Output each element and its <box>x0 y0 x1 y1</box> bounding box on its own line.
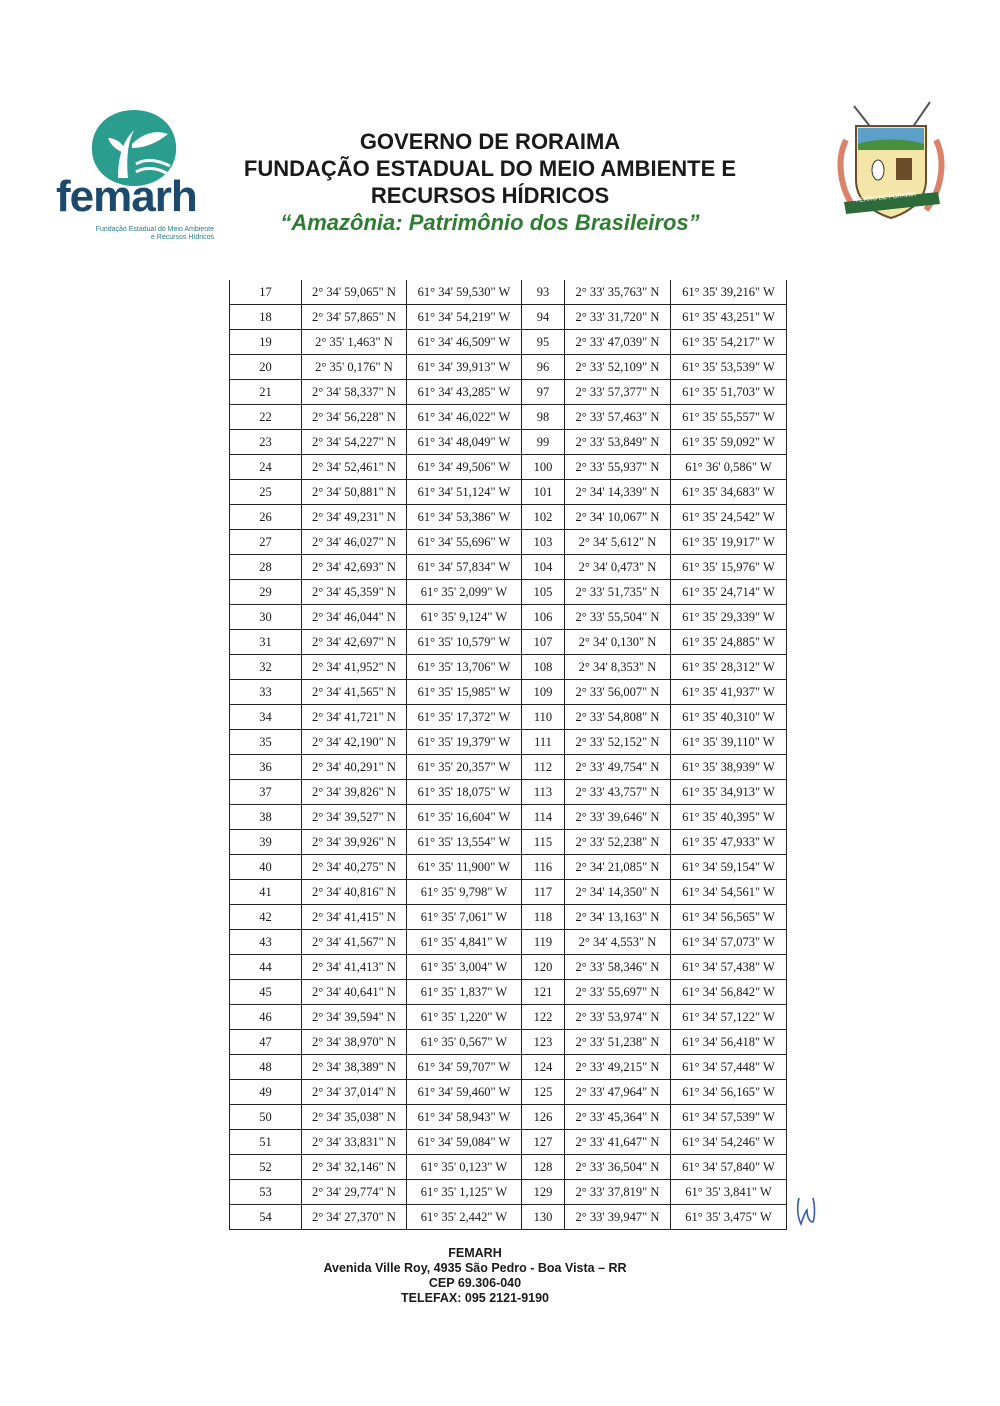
table-row <box>230 780 787 805</box>
footer-address: Avenida Ville Roy, 4935 São Pedro - Boa Vista – RR <box>323 1261 627 1275</box>
cell-latitude: 2° 34' 14,350" N <box>565 880 671 905</box>
cell-longitude: 61° 35' 39,110" W <box>671 730 787 755</box>
cell-latitude: 2° 34' 41,952" N <box>302 655 407 680</box>
cell-latitude: 2° 34' 27,370" N <box>302 1205 407 1230</box>
cell-latitude: 2° 34' 41,567" N <box>302 930 407 955</box>
cell-point-id: 95 <box>522 330 565 355</box>
cell-point-id: 44 <box>230 955 302 980</box>
cell-latitude: 2° 33' 52,238" N <box>565 830 671 855</box>
cell-longitude: 61° 35' 20,357" W <box>407 755 522 780</box>
cell-point-id: 29 <box>230 580 302 605</box>
table-row <box>230 455 787 480</box>
cell-longitude: 61° 35' 59,092" W <box>671 430 787 455</box>
cell-latitude: 2° 34' 41,721" N <box>302 705 407 730</box>
crest-icon <box>826 100 956 230</box>
cell-latitude: 2° 34' 41,415" N <box>302 905 407 930</box>
cell-latitude: 2° 34' 35,038" N <box>302 1105 407 1130</box>
cell-point-id: 103 <box>522 530 565 555</box>
cell-latitude: 2° 34' 50,881" N <box>302 480 407 505</box>
table-row <box>230 905 787 930</box>
cell-latitude: 2° 35' 0,176" N <box>302 355 407 380</box>
femarh-logo <box>52 108 232 248</box>
cell-point-id: 111 <box>522 730 565 755</box>
cell-latitude: 2° 34' 33,831" N <box>302 1130 407 1155</box>
cell-point-id: 127 <box>522 1130 565 1155</box>
cell-longitude: 61° 35' 53,539" W <box>671 355 787 380</box>
table-row <box>230 580 787 605</box>
cell-longitude: 61° 35' 34,683" W <box>671 480 787 505</box>
cell-point-id: 26 <box>230 505 302 530</box>
cell-longitude: 61° 35' 3,004" W <box>407 955 522 980</box>
cell-latitude: 2° 33' 49,215" N <box>565 1055 671 1080</box>
cell-point-id: 28 <box>230 555 302 580</box>
cell-longitude: 61° 34' 55,696" W <box>407 530 522 555</box>
cell-longitude: 61° 34' 54,561" W <box>671 880 787 905</box>
cell-longitude: 61° 34' 43,285" W <box>407 380 522 405</box>
cell-point-id: 129 <box>522 1180 565 1205</box>
cell-point-id: 128 <box>522 1155 565 1180</box>
cell-point-id: 47 <box>230 1030 302 1055</box>
cell-longitude: 61° 35' 15,985" W <box>407 680 522 705</box>
cell-latitude: 2° 34' 40,291" N <box>302 755 407 780</box>
cell-point-id: 31 <box>230 630 302 655</box>
cell-longitude: 61° 35' 55,557" W <box>671 405 787 430</box>
cell-point-id: 36 <box>230 755 302 780</box>
cell-longitude: 61° 34' 57,448" W <box>671 1055 787 1080</box>
cell-latitude: 2° 34' 0,130" N <box>565 630 671 655</box>
cell-point-id: 93 <box>522 280 565 305</box>
table-row <box>230 530 787 555</box>
cell-point-id: 107 <box>522 630 565 655</box>
cell-point-id: 27 <box>230 530 302 555</box>
cell-latitude: 2° 34' 0,473" N <box>565 555 671 580</box>
table-row <box>230 430 787 455</box>
cell-latitude: 2° 33' 41,647" N <box>565 1130 671 1155</box>
cell-latitude: 2° 33' 53,974" N <box>565 1005 671 1030</box>
cell-longitude: 61° 35' 54,217" W <box>671 330 787 355</box>
cell-longitude: 61° 35' 9,124" W <box>407 605 522 630</box>
table-row <box>230 1080 787 1105</box>
cell-longitude: 61° 35' 41,937" W <box>671 680 787 705</box>
cell-latitude: 2° 34' 56,228" N <box>302 405 407 430</box>
cell-latitude: 2° 34' 40,641" N <box>302 980 407 1005</box>
cell-latitude: 2° 33' 57,377" N <box>565 380 671 405</box>
cell-longitude: 61° 36' 0,586" W <box>671 455 787 480</box>
cell-longitude: 61° 35' 34,913" W <box>671 780 787 805</box>
cell-point-id: 40 <box>230 855 302 880</box>
cell-longitude: 61° 35' 11,900" W <box>407 855 522 880</box>
table-row <box>230 655 787 680</box>
cell-longitude: 61° 35' 40,310" W <box>671 705 787 730</box>
logo-subtitle-line: Fundação Estadual do Meio Ambiente <box>95 226 214 233</box>
cell-point-id: 32 <box>230 655 302 680</box>
cell-latitude: 2° 33' 49,754" N <box>565 755 671 780</box>
cell-longitude: 61° 35' 24,542" W <box>671 505 787 530</box>
cell-point-id: 123 <box>522 1030 565 1055</box>
cell-point-id: 106 <box>522 605 565 630</box>
cell-point-id: 18 <box>230 305 302 330</box>
cell-longitude: 61° 34' 59,707" W <box>407 1055 522 1080</box>
table-row <box>230 555 787 580</box>
cell-point-id: 25 <box>230 480 302 505</box>
cell-longitude: 61° 34' 57,539" W <box>671 1105 787 1130</box>
cell-point-id: 23 <box>230 430 302 455</box>
cell-longitude: 61° 35' 28,312" W <box>671 655 787 680</box>
cell-longitude: 61° 35' 15,976" W <box>671 555 787 580</box>
cell-latitude: 2° 33' 47,039" N <box>565 330 671 355</box>
cell-latitude: 2° 33' 57,463" N <box>565 405 671 430</box>
cell-point-id: 105 <box>522 580 565 605</box>
cell-longitude: 61° 34' 57,840" W <box>671 1155 787 1180</box>
cell-point-id: 108 <box>522 655 565 680</box>
cell-latitude: 2° 34' 42,190" N <box>302 730 407 755</box>
cell-longitude: 61° 35' 18,075" W <box>407 780 522 805</box>
cell-point-id: 121 <box>522 980 565 1005</box>
cell-latitude: 2° 34' 13,163" N <box>565 905 671 930</box>
cell-latitude: 2° 34' 8,353" N <box>565 655 671 680</box>
cell-longitude: 61° 35' 39,216" W <box>671 280 787 305</box>
cell-longitude: 61° 34' 46,509" W <box>407 330 522 355</box>
cell-point-id: 33 <box>230 680 302 705</box>
cell-point-id: 112 <box>522 755 565 780</box>
cell-latitude: 2° 33' 45,364" N <box>565 1105 671 1130</box>
cell-point-id: 46 <box>230 1005 302 1030</box>
header-title-3: RECURSOS HÍDRICOS <box>370 183 610 208</box>
table-row <box>230 605 787 630</box>
cell-latitude: 2° 34' 37,014" N <box>302 1080 407 1105</box>
cell-latitude: 2° 34' 21,085" N <box>565 855 671 880</box>
cell-latitude: 2° 34' 32,146" N <box>302 1155 407 1180</box>
cell-point-id: 102 <box>522 505 565 530</box>
cell-longitude: 61° 35' 19,379" W <box>407 730 522 755</box>
cell-longitude: 61° 34' 59,154" W <box>671 855 787 880</box>
cell-longitude: 61° 34' 58,943" W <box>407 1105 522 1130</box>
cell-point-id: 126 <box>522 1105 565 1130</box>
cell-point-id: 122 <box>522 1005 565 1030</box>
cell-longitude: 61° 35' 24,885" W <box>671 630 787 655</box>
cell-latitude: 2° 33' 55,697" N <box>565 980 671 1005</box>
table-row <box>230 1205 787 1230</box>
table-row <box>230 805 787 830</box>
cell-longitude: 61° 35' 0,567" W <box>407 1030 522 1055</box>
cell-latitude: 2° 34' 5,612" N <box>565 530 671 555</box>
cell-point-id: 22 <box>230 405 302 430</box>
table-row <box>230 955 787 980</box>
cell-longitude: 61° 34' 39,913" W <box>407 355 522 380</box>
cell-latitude: 2° 34' 40,275" N <box>302 855 407 880</box>
table-row <box>230 755 787 780</box>
footer-org: FEMARH <box>448 1246 502 1260</box>
table-row <box>230 330 787 355</box>
logo-subtitle <box>96 226 214 242</box>
cell-latitude: 2° 34' 49,231" N <box>302 505 407 530</box>
cell-longitude: 61° 35' 10,579" W <box>407 630 522 655</box>
cell-latitude: 2° 33' 51,238" N <box>565 1030 671 1055</box>
cell-latitude: 2° 35' 1,463" N <box>302 330 407 355</box>
cell-point-id: 53 <box>230 1180 302 1205</box>
table-row <box>230 405 787 430</box>
cell-longitude: 61° 34' 59,084" W <box>407 1130 522 1155</box>
logo-subtitle-line: e Recursos Hídricos <box>150 234 214 241</box>
cell-longitude: 61° 35' 1,125" W <box>407 1180 522 1205</box>
cell-latitude: 2° 33' 39,646" N <box>565 805 671 830</box>
cell-longitude: 61° 35' 24,714" W <box>671 580 787 605</box>
header-title-1: GOVERNO DE RORAIMA <box>359 129 621 154</box>
cell-longitude: 61° 35' 4,841" W <box>407 930 522 955</box>
cell-longitude: 61° 35' 7,061" W <box>407 905 522 930</box>
table-row <box>230 855 787 880</box>
cell-longitude: 61° 35' 2,442" W <box>407 1205 522 1230</box>
cell-point-id: 38 <box>230 805 302 830</box>
cell-point-id: 37 <box>230 780 302 805</box>
footer-telefax: TELEFAX: 095 2121-9190 <box>401 1291 549 1305</box>
cell-point-id: 19 <box>230 330 302 355</box>
cell-point-id: 24 <box>230 455 302 480</box>
municipal-crest <box>826 100 956 230</box>
cell-latitude: 2° 33' 51,735" N <box>565 580 671 605</box>
cell-point-id: 45 <box>230 980 302 1005</box>
cell-longitude: 61° 35' 0,123" W <box>407 1155 522 1180</box>
cell-latitude: 2° 33' 31,720" N <box>565 305 671 330</box>
cell-point-id: 98 <box>522 405 565 430</box>
table-row <box>230 1180 787 1205</box>
cell-longitude: 61° 35' 3,475" W <box>671 1205 787 1230</box>
cell-point-id: 120 <box>522 955 565 980</box>
cell-longitude: 61° 34' 59,460" W <box>407 1080 522 1105</box>
table-row <box>230 1030 787 1055</box>
cell-longitude: 61° 34' 56,165" W <box>671 1080 787 1105</box>
cell-latitude: 2° 34' 40,816" N <box>302 880 407 905</box>
cell-point-id: 130 <box>522 1205 565 1230</box>
cell-latitude: 2° 34' 39,926" N <box>302 830 407 855</box>
cell-latitude: 2° 34' 46,044" N <box>302 605 407 630</box>
cell-latitude: 2° 34' 42,697" N <box>302 630 407 655</box>
cell-point-id: 104 <box>522 555 565 580</box>
cell-latitude: 2° 33' 35,763" N <box>565 280 671 305</box>
coordinates-table-body <box>230 280 787 1230</box>
cell-latitude: 2° 33' 55,504" N <box>565 605 671 630</box>
cell-latitude: 2° 34' 39,594" N <box>302 1005 407 1030</box>
cell-longitude: 61° 34' 54,219" W <box>407 305 522 330</box>
table-row <box>230 980 787 1005</box>
header-title-2: FUNDAÇÃO ESTADUAL DO MEIO AMBIENTE E <box>243 156 737 181</box>
cell-longitude: 61° 34' 57,834" W <box>407 555 522 580</box>
cell-latitude: 2° 33' 55,937" N <box>565 455 671 480</box>
cell-point-id: 119 <box>522 930 565 955</box>
cell-latitude: 2° 34' 54,227" N <box>302 430 407 455</box>
cell-point-id: 118 <box>522 905 565 930</box>
cell-point-id: 99 <box>522 430 565 455</box>
cell-longitude: 61° 35' 40,395" W <box>671 805 787 830</box>
table-row <box>230 930 787 955</box>
cell-latitude: 2° 33' 36,504" N <box>565 1155 671 1180</box>
cell-latitude: 2° 33' 47,964" N <box>565 1080 671 1105</box>
cell-longitude: 61° 35' 17,372" W <box>407 705 522 730</box>
cell-point-id: 49 <box>230 1080 302 1105</box>
table-row <box>230 1105 787 1130</box>
footer-cep: CEP 69.306-040 <box>428 1276 522 1290</box>
cell-point-id: 41 <box>230 880 302 905</box>
document-header <box>210 128 770 236</box>
cell-point-id: 116 <box>522 855 565 880</box>
cell-longitude: 61° 34' 57,122" W <box>671 1005 787 1030</box>
cell-latitude: 2° 34' 42,693" N <box>302 555 407 580</box>
cell-longitude: 61° 34' 51,124" W <box>407 480 522 505</box>
cell-longitude: 61° 34' 54,246" W <box>671 1130 787 1155</box>
table-row <box>230 380 787 405</box>
header-motto: “Amazônia: Patrimônio dos Brasileiros” <box>280 210 700 235</box>
table-row <box>230 1155 787 1180</box>
cell-latitude: 2° 33' 43,757" N <box>565 780 671 805</box>
cell-longitude: 61° 35' 13,554" W <box>407 830 522 855</box>
cell-latitude: 2° 34' 59,065" N <box>302 280 407 305</box>
cell-point-id: 110 <box>522 705 565 730</box>
cell-longitude: 61° 35' 38,939" W <box>671 755 787 780</box>
cell-latitude: 2° 34' 39,826" N <box>302 780 407 805</box>
crest-banner-text: FERRO DE PORAIMA <box>855 191 917 205</box>
table-row <box>230 505 787 530</box>
cell-longitude: 61° 34' 53,386" W <box>407 505 522 530</box>
cell-longitude: 61° 34' 59,530" W <box>407 280 522 305</box>
cell-longitude: 61° 35' 16,604" W <box>407 805 522 830</box>
table-row <box>230 305 787 330</box>
cell-longitude: 61° 34' 46,022" W <box>407 405 522 430</box>
cell-latitude: 2° 33' 52,152" N <box>565 730 671 755</box>
cell-point-id: 42 <box>230 905 302 930</box>
cell-point-id: 114 <box>522 805 565 830</box>
cell-point-id: 51 <box>230 1130 302 1155</box>
cell-point-id: 115 <box>522 830 565 855</box>
cell-latitude: 2° 34' 52,461" N <box>302 455 407 480</box>
table-row <box>230 705 787 730</box>
table-row <box>230 880 787 905</box>
cell-longitude: 61° 35' 3,841" W <box>671 1180 787 1205</box>
cell-longitude: 61° 35' 29,339" W <box>671 605 787 630</box>
table-row <box>230 730 787 755</box>
cell-latitude: 2° 34' 38,389" N <box>302 1055 407 1080</box>
cell-latitude: 2° 34' 10,067" N <box>565 505 671 530</box>
cell-point-id: 35 <box>230 730 302 755</box>
cell-longitude: 61° 35' 43,251" W <box>671 305 787 330</box>
cell-latitude: 2° 34' 38,970" N <box>302 1030 407 1055</box>
cell-latitude: 2° 33' 39,947" N <box>565 1205 671 1230</box>
cell-point-id: 30 <box>230 605 302 630</box>
table-row <box>230 355 787 380</box>
table-row <box>230 280 787 305</box>
cell-point-id: 117 <box>522 880 565 905</box>
cell-point-id: 20 <box>230 355 302 380</box>
document-footer <box>260 1246 690 1306</box>
table-row <box>230 1055 787 1080</box>
table-row <box>230 630 787 655</box>
cell-latitude: 2° 34' 41,565" N <box>302 680 407 705</box>
cell-latitude: 2° 33' 56,007" N <box>565 680 671 705</box>
cell-latitude: 2° 33' 52,109" N <box>565 355 671 380</box>
cell-longitude: 61° 34' 49,506" W <box>407 455 522 480</box>
cell-longitude: 61° 35' 2,099" W <box>407 580 522 605</box>
handwritten-initials <box>793 1192 819 1228</box>
cell-longitude: 61° 35' 13,706" W <box>407 655 522 680</box>
cell-point-id: 54 <box>230 1205 302 1230</box>
cell-point-id: 39 <box>230 830 302 855</box>
cell-latitude: 2° 33' 53,849" N <box>565 430 671 455</box>
cell-point-id: 125 <box>522 1080 565 1105</box>
cell-point-id: 48 <box>230 1055 302 1080</box>
cell-latitude: 2° 34' 58,337" N <box>302 380 407 405</box>
cell-point-id: 124 <box>522 1055 565 1080</box>
cell-point-id: 43 <box>230 930 302 955</box>
cell-point-id: 34 <box>230 705 302 730</box>
coordinates-table <box>229 280 787 1230</box>
table-row <box>230 480 787 505</box>
cell-longitude: 61° 35' 19,917" W <box>671 530 787 555</box>
cell-latitude: 2° 33' 54,808" N <box>565 705 671 730</box>
cell-latitude: 2° 34' 41,413" N <box>302 955 407 980</box>
cell-longitude: 61° 34' 56,418" W <box>671 1030 787 1055</box>
cell-latitude: 2° 34' 39,527" N <box>302 805 407 830</box>
cell-point-id: 113 <box>522 780 565 805</box>
cell-longitude: 61° 34' 57,438" W <box>671 955 787 980</box>
logo-wordmark: femarh <box>56 172 197 221</box>
cell-latitude: 2° 34' 14,339" N <box>565 480 671 505</box>
cell-latitude: 2° 34' 4,553" N <box>565 930 671 955</box>
cell-latitude: 2° 33' 58,346" N <box>565 955 671 980</box>
cell-longitude: 61° 35' 1,220" W <box>407 1005 522 1030</box>
cell-point-id: 50 <box>230 1105 302 1130</box>
cell-point-id: 96 <box>522 355 565 380</box>
cell-longitude: 61° 35' 1,837" W <box>407 980 522 1005</box>
cell-longitude: 61° 35' 51,703" W <box>671 380 787 405</box>
cell-latitude: 2° 34' 29,774" N <box>302 1180 407 1205</box>
table-row <box>230 680 787 705</box>
cell-longitude: 61° 34' 48,049" W <box>407 430 522 455</box>
cell-point-id: 21 <box>230 380 302 405</box>
cell-longitude: 61° 35' 9,798" W <box>407 880 522 905</box>
cell-point-id: 52 <box>230 1155 302 1180</box>
cell-longitude: 61° 34' 57,073" W <box>671 930 787 955</box>
cell-longitude: 61° 34' 56,565" W <box>671 905 787 930</box>
cell-point-id: 94 <box>522 305 565 330</box>
table-row <box>230 1005 787 1030</box>
cell-latitude: 2° 34' 46,027" N <box>302 530 407 555</box>
cell-point-id: 100 <box>522 455 565 480</box>
table-row <box>230 830 787 855</box>
cell-latitude: 2° 33' 37,819" N <box>565 1180 671 1205</box>
cell-longitude: 61° 34' 56,842" W <box>671 980 787 1005</box>
cell-point-id: 97 <box>522 380 565 405</box>
table-row <box>230 1130 787 1155</box>
cell-latitude: 2° 34' 57,865" N <box>302 305 407 330</box>
cell-longitude: 61° 35' 47,933" W <box>671 830 787 855</box>
cell-point-id: 17 <box>230 280 302 305</box>
cell-point-id: 101 <box>522 480 565 505</box>
cell-latitude: 2° 34' 45,359" N <box>302 580 407 605</box>
cell-point-id: 109 <box>522 680 565 705</box>
